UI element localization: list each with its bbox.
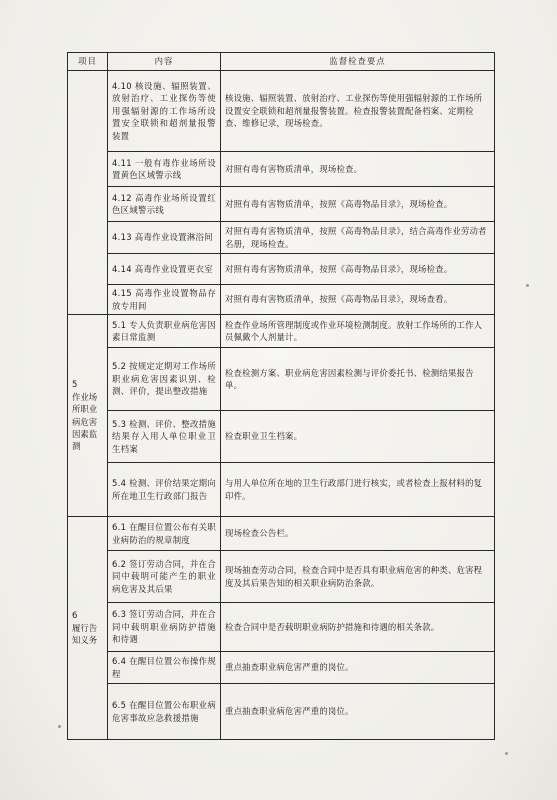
- inspection-point-cell: 与用人单位所在地的卫生行政部门进行核实，或者检查上报材料的复印件。: [221, 463, 495, 517]
- table-row: [68, 71, 495, 152]
- inspection-point-cell: 对照有毒有害物质清单，按照《高毒物品目录》，现场查看。: [221, 285, 495, 315]
- content-cell: 4.11 一般有毒作业场所设置黄色区域警示线: [108, 152, 221, 187]
- scan-speck: [505, 752, 508, 755]
- content-cell: 4.10 核设施、辐照装置、放射治疗、工业探伤等使用强辐射源的工作场所设置安全联锁和超剂量报警装置: [108, 71, 221, 152]
- project-number: 5: [72, 379, 78, 390]
- inspection-point-cell: 核设施、辐照装置、放射治疗、工业探伤等使用强辐射源的工作场所设置安全联锁和超剂量报警装置。检查报警装置配备档案、定期检查、维修记录，现场检查。: [221, 71, 495, 152]
- inspection-point-cell: 对照有毒有害物质清单，现场检查。: [221, 152, 495, 187]
- table-row: [68, 222, 495, 254]
- inspection-point-cell: 现场检查公告栏。: [221, 517, 495, 551]
- inspection-table: [67, 52, 495, 740]
- content-cell: 6.2 签订劳动合同，并在合同中载明可能产生的职业病危害及其后果: [108, 551, 221, 603]
- inspection-point-cell: 对照有毒有害物质清单，按照《高毒物品目录》，现场检查。: [221, 187, 495, 222]
- scan-speck: [58, 725, 61, 728]
- inspection-point-cell: 检查作业场所管理制度或作业环境检测制度。放射工作场所的工作人员佩戴个人剂量计。: [221, 315, 495, 348]
- project-cell-notification-duty: [68, 517, 108, 740]
- table-row: [68, 684, 495, 740]
- content-cell: 4.14 高毒作业设置更衣室: [108, 254, 221, 285]
- inspection-point-cell: 检查职业卫生档案。: [221, 411, 495, 463]
- inspection-point-cell: 重点抽查职业病危害严重的岗位。: [221, 684, 495, 740]
- content-cell: 6.3 签订劳动合同，并在合同中载明职业病防护措施和待遇: [108, 603, 221, 652]
- project-cell-continued: [68, 71, 108, 315]
- table-row: [68, 652, 495, 684]
- table-row: [68, 348, 495, 411]
- table-row: [68, 285, 495, 315]
- content-cell: 6.1 在醒目位置公布有关职业病防治的规章制度: [108, 517, 221, 551]
- table-row: [68, 603, 495, 652]
- project-name: 作业场所职业病危害因素监测: [72, 391, 98, 452]
- table-row: [68, 551, 495, 603]
- table-header-row: [68, 53, 495, 71]
- content-cell: 5.3 检测、评价、整改措施结果存入用人单位职业卫生档案: [108, 411, 221, 463]
- inspection-point-cell: 检查合同中是否载明职业病防护措施和待遇的相关条款。: [221, 603, 495, 652]
- content-cell: 5.2 按规定定期对工作场所职业病危害因素识别、检测、评价，提出整改措施: [108, 348, 221, 411]
- table-row: [68, 411, 495, 463]
- content-cell: 5.4 检测、评价结果定期向所在地卫生行政部门报告: [108, 463, 221, 517]
- table-row: [68, 187, 495, 222]
- table-row: [68, 517, 495, 551]
- content-cell: 6.4 在醒目位置公布操作规程: [108, 652, 221, 684]
- inspection-point-cell: 检查检测方案、职业病危害因素检测与评价委托书、检测结果报告单。: [221, 348, 495, 411]
- inspection-point-cell: 对照有毒有害物质清单，按照《高毒物品目录》，现场检查。: [221, 254, 495, 285]
- scan-speck: [526, 284, 529, 287]
- table-row: [68, 152, 495, 187]
- project-number: 6: [72, 610, 78, 621]
- header-project: 项目: [68, 53, 108, 71]
- header-inspection-points: 监督检查要点: [221, 53, 495, 71]
- inspection-point-cell: 对照有毒有害物质清单，按照《高毒物品目录》，结合高毒作业劳动者名册，现场检查。: [221, 222, 495, 254]
- content-cell: 5.1 专人负责职业病危害因素日常监测: [108, 315, 221, 348]
- inspection-point-cell: 现场抽查劳动合同，检查合同中是否具有职业病危害的种类、危害程度及其后果告知的相关职业病防治条款。: [221, 551, 495, 603]
- project-name: 履行告知义务: [72, 622, 98, 646]
- table-row: [68, 254, 495, 285]
- content-cell: 6.5 在醒目位置公布职业病危害事故应急救援措施: [108, 684, 221, 740]
- header-content: 内容: [108, 53, 221, 71]
- project-cell-workplace-monitoring: [68, 315, 108, 517]
- content-cell: 4.13 高毒作业设置淋浴间: [108, 222, 221, 254]
- inspection-point-cell: 重点抽查职业病危害严重的岗位。: [221, 652, 495, 684]
- content-cell: 4.12 高毒作业场所设置红色区域警示线: [108, 187, 221, 222]
- table-row: [68, 315, 495, 348]
- content-cell: 4.15 高毒作业设置物品存放专用间: [108, 285, 221, 315]
- table-row: [68, 463, 495, 517]
